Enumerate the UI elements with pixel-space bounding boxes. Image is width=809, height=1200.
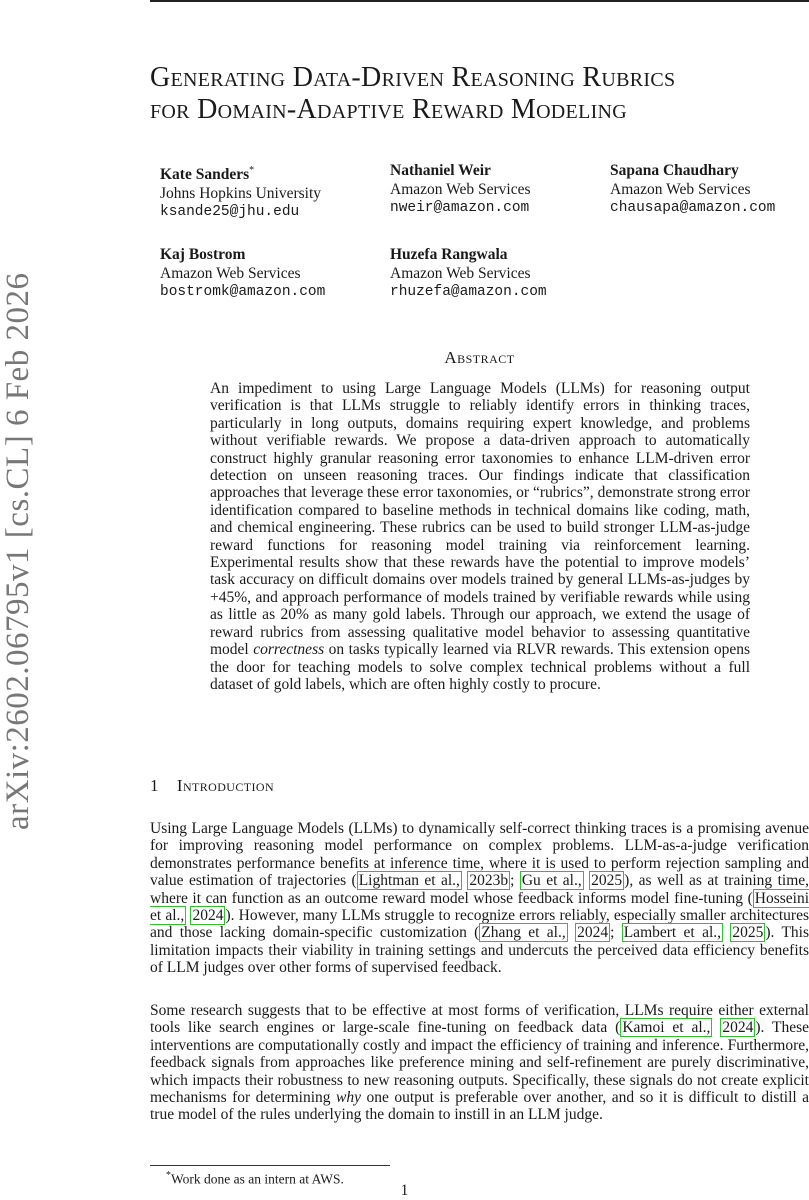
intro-paragraph-1: [150, 820, 809, 977]
citation-link[interactable]: 2023b: [469, 872, 509, 890]
author-email[interactable]: chausapa@amazon.com: [610, 200, 776, 216]
author-email[interactable]: rhuzefa@amazon.com: [390, 284, 547, 300]
citation-link[interactable]: Kamoi et al.,: [622, 1019, 711, 1037]
footnote-mark: *: [166, 1170, 171, 1181]
intro-paragraph-2: [150, 1002, 809, 1124]
section-title: Introduction: [176, 776, 275, 795]
citation-link[interactable]: 2025: [591, 872, 623, 890]
paragraph-text: ;: [610, 924, 622, 942]
author-email[interactable]: nweir@amazon.com: [390, 200, 530, 216]
paragraph-text: Using Large Language Models (LLMs) to dynamically self-correct thinking traces is a promising avenue for improving reasoning model performance on complex problems. LLM-as-a-judge verification demonstrates performance benefits at inference time, where it is used to perform rejection sampling and value estimation of trajectories (: [150, 820, 809, 890]
paragraph-text: ), as well as at training time, where it can function as an outcome reward model whose feedback informs model fine-tuning (: [150, 872, 809, 907]
arxiv-identifier[interactable]: arXiv:2602.06795v1 [cs.CL] 6 Feb 2026: [0, 272, 36, 830]
title-line-2: for Domain-Adaptive Reward Modeling: [150, 94, 628, 125]
paragraph-emphasis: why: [336, 1089, 361, 1107]
author-affiliation: Amazon Web Services: [390, 265, 531, 282]
title-line-1: Generating Data-Driven Reasoning Rubrics: [150, 62, 676, 93]
top-rule: [150, 0, 809, 2]
section-heading-introduction: [150, 776, 274, 796]
citation-link[interactable]: Lightman et al.,: [358, 872, 460, 890]
author-block: [390, 161, 531, 218]
author-name: Kate Sanders: [160, 166, 250, 184]
abstract-emphasis: correctness: [253, 641, 325, 659]
citation-link[interactable]: 2024: [577, 924, 609, 942]
author-block: [390, 245, 547, 302]
author-name: Nathaniel Weir: [390, 162, 491, 179]
paragraph-text: ;: [510, 872, 520, 890]
author-affiliation: Amazon Web Services: [160, 265, 301, 282]
author-footnote-mark[interactable]: *: [249, 165, 255, 176]
footnote-text: Work done as an intern at AWS.: [171, 1171, 344, 1187]
citation-link[interactable]: Zhang et al.,: [481, 924, 566, 942]
section-number: 1: [150, 776, 159, 795]
author-name: Huzefa Rangwala: [390, 246, 508, 263]
author-affiliation: Johns Hopkins University: [160, 185, 322, 203]
author-name: Kaj Bostrom: [160, 246, 246, 263]
citation-link[interactable]: Gu et al.,: [521, 872, 582, 890]
author-affiliation: Amazon Web Services: [610, 181, 751, 198]
abstract-text-part: An impediment to using Large Language Models (LLMs) for reasoning output verification is that LLMs struggle to reliably identify errors in thinking traces, particularly in long outputs, domains requiring expert knowledge, and problems without verifiable rewards. We propose a data-driven approach to automatically construct highly granular reasoning error taxonomies to enhance LLM-driven error detection on unseen reasoning traces. Our findings indicate that classification approaches that leverage these error taxonomies, or “rubrics”, demonstrate strong error identification compared to baseline methods in technical domains like coding, math, and chemical engineering. These rubrics can be used to build stronger LLM-as-judge reward functions for reasoning model training via reinforcement learning. Experimental results show that these rewards have the potential to improve models’ task accuracy on difficult domains over models trained by general LLMs-as-judges by +45%, and approach performance of models trained by verifiable rewards while using as little as 20% as many gold labels. Through our approach, we extend the usage of reward rubrics from assessing qualitative model behavior to assessing quantitative model: [210, 380, 750, 659]
abstract-heading: Abstract: [444, 348, 515, 367]
paragraph-text: ). However, many LLMs struggle to recognize errors reliably, especially smaller architectures and those lacking domain-specific customization (: [150, 907, 809, 942]
citation-link[interactable]: Hosseini et al.,: [150, 889, 809, 925]
author-block: [160, 161, 321, 222]
footnote-rule: [150, 1165, 390, 1166]
paragraph-text: ). These interventions are computationally costly and impact the efficiency of training and inference. Furthermore, feedback signals from approaches like preference mining and self-refinement are purely discriminative, which impacts their robustness to new reasoning outputs. Specifically, these signals do not create explicit mechanisms for determining: [150, 1019, 809, 1107]
abstract-text-part: on tasks typically learned via RLVR rewards. This extension opens the door for teaching models to solve complex technical problems without a full dataset of gold labels, which are often highly costly to procure.: [210, 641, 751, 693]
paragraph-text: one output is preferable over another, and so it is difficult to distill a true model of the rules underlying the domain to instill in an LLM judge.: [150, 1089, 809, 1124]
author-email[interactable]: bostromk@amazon.com: [160, 284, 326, 300]
author-block: [160, 245, 325, 302]
author-affiliation: Amazon Web Services: [390, 181, 531, 198]
paragraph-text: ). This limitation impacts their viability in training settings and undercuts the perceived data efficiency benefits of LLM judges over other forms of supervised feedback.: [150, 924, 809, 977]
citation-link[interactable]: 2024: [192, 907, 224, 925]
author-name: Sapana Chaudhary: [610, 162, 739, 179]
citation-link[interactable]: Lambert et al.,: [623, 924, 722, 942]
page-number: 1: [400, 1182, 409, 1199]
author-block: [610, 161, 775, 218]
abstract-text: [210, 380, 750, 693]
citation-link[interactable]: 2025: [732, 924, 764, 942]
author-email[interactable]: ksande25@jhu.edu: [160, 204, 300, 221]
citation-link[interactable]: 2024: [722, 1019, 754, 1037]
paper-title: [150, 62, 800, 126]
paragraph-text: Some research suggests that to be effective at most forms of verification, LLMs require either external tools like search engines or large-scale fine-tuning on feedback data (: [150, 1002, 809, 1037]
